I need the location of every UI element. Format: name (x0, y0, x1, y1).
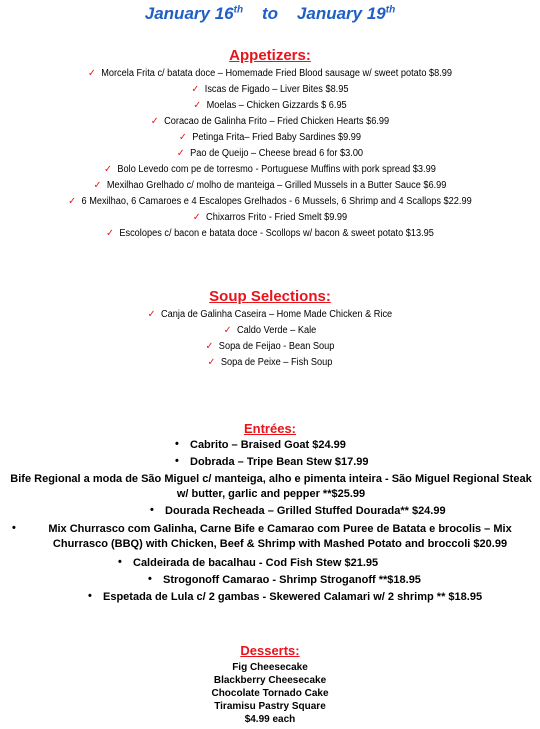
check-icon: ✓ (176, 148, 185, 159)
check-icon: ✓ (207, 357, 216, 368)
dessert-item: Chocolate Tornado Cake (211, 688, 329, 699)
check-icon: ✓ (147, 309, 156, 320)
entrees-heading: Entrées: (243, 421, 297, 436)
entree-item: Espetada de Lula c/ 2 gambas - Skewered Calamari w/ 2 shrimp ** $18.95 (103, 591, 483, 603)
appetizer-item: ✓ Chixarros Frito - Fried Smelt $9.99 (192, 212, 348, 223)
menu-date-range (0, 4, 540, 24)
bullet-icon: • (118, 556, 122, 568)
desserts-heading: Desserts: (240, 643, 300, 658)
bullet-icon: • (150, 504, 154, 516)
appetizer-item: ✓ Coracao de Galinha Frito – Fried Chicken Hearts $6.99 (150, 116, 390, 127)
entree-item: Dourada Recheada – Grilled Stuffed Dourada** $24.99 (165, 505, 446, 517)
appetizer-item: ✓ Escolopes c/ bacon e batata doce - Scollops w/ bacon & sweet potato $13.95 (106, 228, 434, 239)
appetizer-item: ✓ Moelas – Chicken Gizzards $ 6.95 (193, 100, 347, 111)
bullet-icon: • (12, 522, 16, 534)
dessert-item: Blackberry Cheesecake (213, 675, 327, 686)
appetizer-item: ✓ 6 Mexilhao, 6 Camaroes e 4 Escalopes Grelhados - 6 Mussels, 6 Shrimp and 4 Scallops $22.99 (68, 196, 472, 207)
bullet-icon: • (175, 455, 179, 467)
soup-item: ✓ Sopa de Peixe – Fish Soup (207, 357, 333, 368)
check-icon: ✓ (191, 84, 200, 95)
dessert-item: Tiramisu Pastry Square (214, 701, 326, 712)
appetizer-item: ✓ Petinga Frita– Fried Baby Sardines $9.99 (178, 132, 361, 143)
check-icon: ✓ (193, 100, 202, 111)
check-icon: ✓ (93, 180, 102, 191)
start-date-suffix: th (233, 4, 244, 16)
bullet-icon: • (148, 573, 152, 585)
appetizer-item: ✓ Pao de Queijo – Cheese bread 6 for $3.00 (176, 148, 364, 159)
entree-item: Mix Churrasco com Galinha, Carne Bife e Camarao com Puree de Batata e brocolis – Mix Churrasco (BBQ) with Chicken, Beef & Shrimp with Mashed Potato and broccoli $20.99 (48, 523, 512, 550)
check-icon: ✓ (223, 325, 232, 336)
soup-item: ✓ Caldo Verde – Kale (223, 325, 317, 336)
check-icon: ✓ (150, 116, 159, 127)
end-date-suffix: th (385, 4, 396, 16)
entree-item: Dobrada – Tripe Bean Stew $17.99 (190, 456, 369, 468)
check-icon: ✓ (106, 228, 114, 239)
appetizer-item: ✓ Bolo Levedo com pe de torresmo - Portuguese Muffins with pork spread $3.99 (104, 164, 436, 175)
bullet-icon: • (88, 590, 92, 602)
entree-item: Strogonoff Camarao - Shrimp Stroganoff **$18.95 (163, 574, 421, 586)
appetizers-heading: Appetizers: (229, 47, 311, 64)
dessert-price: $4.99 each (244, 714, 296, 725)
check-icon: ✓ (205, 341, 214, 352)
soup-item: ✓ Sopa de Feijao - Bean Soup (205, 341, 335, 352)
soup-item: ✓ Canja de Galinha Caseira – Home Made Chicken & Rice (147, 309, 393, 320)
to-word: to (261, 4, 279, 23)
start-date: January 16 (144, 4, 234, 23)
soups-heading: Soup Selections: (209, 288, 331, 305)
appetizer-item: ✓ Iscas de Figado – Liver Bites $8.95 (191, 84, 349, 95)
entree-item: Cabrito – Braised Goat $24.99 (190, 439, 346, 451)
bullet-icon: • (175, 438, 179, 450)
check-icon: ✓ (178, 132, 187, 143)
check-icon: ✓ (87, 68, 96, 79)
appetizer-item: ✓ Morcela Frita c/ batata doce – Homemade Fried Blood sausage w/ sweet potato $8.99 (87, 68, 453, 79)
end-date: January 19 (296, 4, 386, 23)
check-icon: ✓ (192, 212, 201, 223)
dessert-item: Fig Cheesecake (232, 662, 308, 673)
check-icon: ✓ (104, 164, 112, 175)
entree-item: Bife Regional a moda de São Miguel c/ manteiga, alho e pimenta inteira - São Miguel Regional Steak w/ butter, garlic and pepper **$25.99 (10, 473, 532, 500)
check-icon: ✓ (68, 196, 76, 207)
entree-item: Caldeirada de bacalhau - Cod Fish Stew $21.95 (133, 557, 379, 569)
appetizer-item: ✓ Mexilhao Grelhado c/ molho de manteiga – Grilled Mussels in a Butter Sauce $6.99 (93, 180, 447, 191)
